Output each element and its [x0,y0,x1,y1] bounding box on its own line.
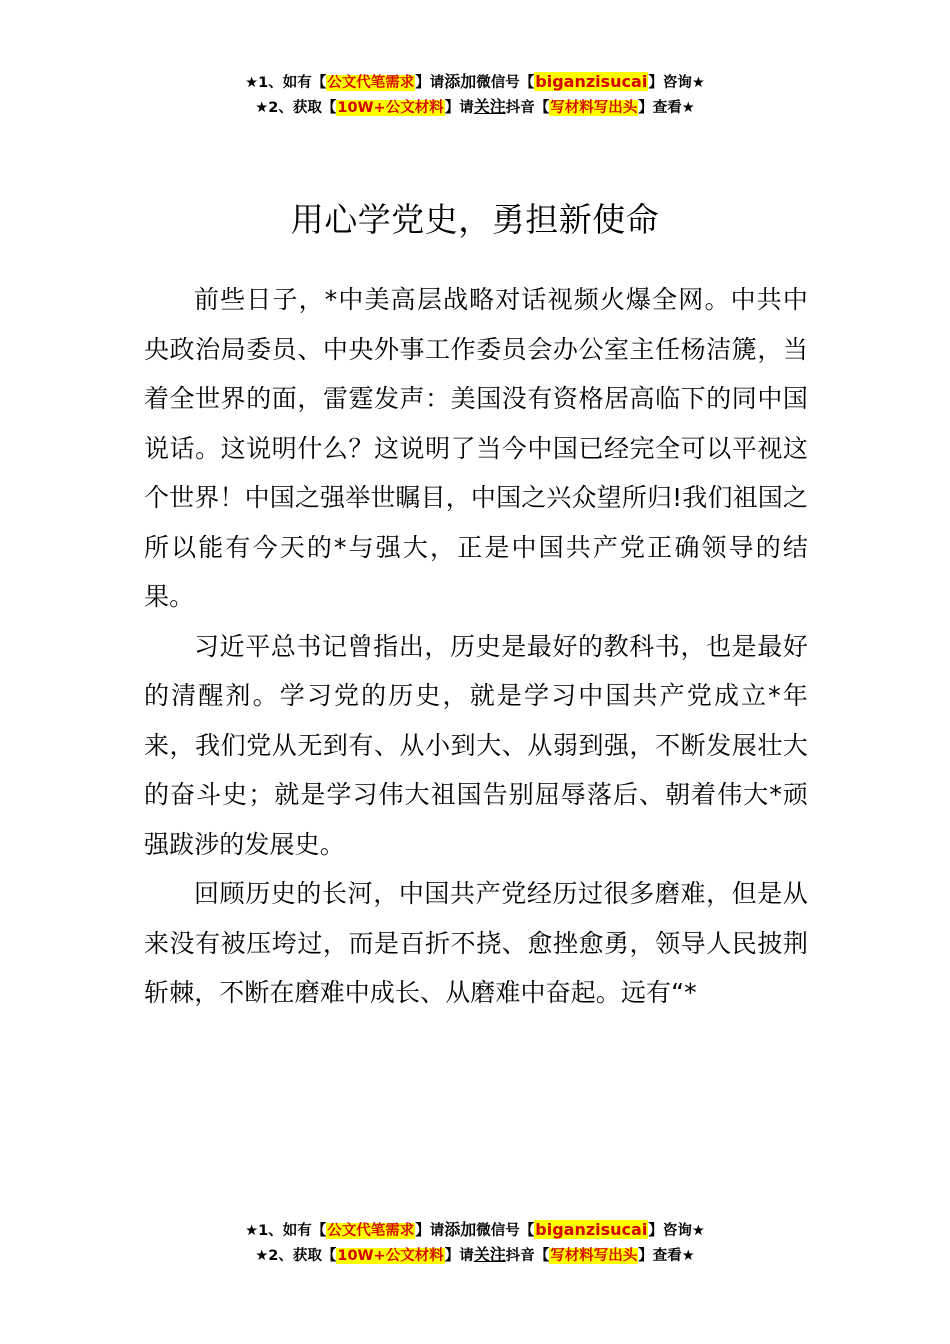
banner-text: 】咨询★ [648,1223,705,1239]
banner-emphasis: 添加 [444,72,477,91]
banner-text: 】请 [444,1248,474,1264]
banner-highlight: 公文代笔需求 [327,75,415,91]
banner-douyin-id: 写材料写出头 [550,100,638,116]
banner-wechat-id: biganzisucai [535,1220,648,1239]
banner-text: 】查看★ [638,100,695,116]
banner-text: ★1、如有【 [245,75,327,91]
paragraph-1: 前些日子，*中美高层战略对话视频火爆全网。中共中央政治局委员、中央外事工作委员会办公室主任杨洁篪，当着全世界的面，雷霆发声：美国没有资格居高临下的同中国说话。这说明什么？这说明了当今中国已经完全可以平视这个世界！中国之强举世瞩目，中国之兴众望所归!我们祖国之所以能有今天的*与强大，正是中国共产党正确领导的结果。 [144,285,808,611]
banner-wechat-id: biganzisucai [535,72,648,91]
banner-highlight: 10W+公文材料 [337,100,444,116]
banner-text: 】请 [415,1223,445,1239]
banner-emphasis: 关注 [473,97,506,116]
banner-text: 】咨询★ [648,75,705,91]
banner-text: 】查看★ [638,1248,695,1264]
banner-text: 】请 [444,100,474,116]
paragraph-2: 习近平总书记曾指出，历史是最好的教科书，也是最好的清醒剂。学习党的历史，就是学习中国共产党成立*年来，我们党从无到有、从小到大、从弱到强，不断发展壮大的奋斗史；就是学习伟大祖国告别屈辱落后、朝着伟大*顽强跋涉的发展史。 [144,631,808,859]
banner-text: 微信号【 [476,75,535,91]
banner-line-1 [0,70,950,95]
banner-line-1 [0,1218,950,1243]
document-title: 用心学党史，勇担新使命 [290,200,660,240]
footer-banner [0,1218,950,1268]
banner-text: 抖音【 [505,1248,550,1264]
banner-highlight: 10W+公文材料 [337,1248,444,1264]
banner-text: 微信号【 [476,1223,535,1239]
banner-highlight: 公文代笔需求 [327,1223,415,1239]
banner-text: ★2、获取【 [255,100,337,116]
header-banner [0,70,950,120]
banner-douyin-id: 写材料写出头 [550,1248,638,1264]
banner-text: 抖音【 [505,100,550,116]
banner-text: 】请 [415,75,445,91]
paragraph-3: 回顾历史的长河，中国共产党经历过很多磨难，但是从来没有被压垮过，而是百折不挠、愈挫愈勇，领导人民披荆斩棘，不断在磨难中成长、从磨难中奋起。远有“* [144,879,808,1007]
banner-line-2 [0,1243,950,1268]
banner-emphasis: 关注 [473,1245,506,1264]
document-body [144,275,808,1018]
banner-line-2 [0,95,950,120]
banner-text: ★2、获取【 [255,1248,337,1264]
banner-text: ★1、如有【 [245,1223,327,1239]
banner-emphasis: 添加 [444,1220,477,1239]
